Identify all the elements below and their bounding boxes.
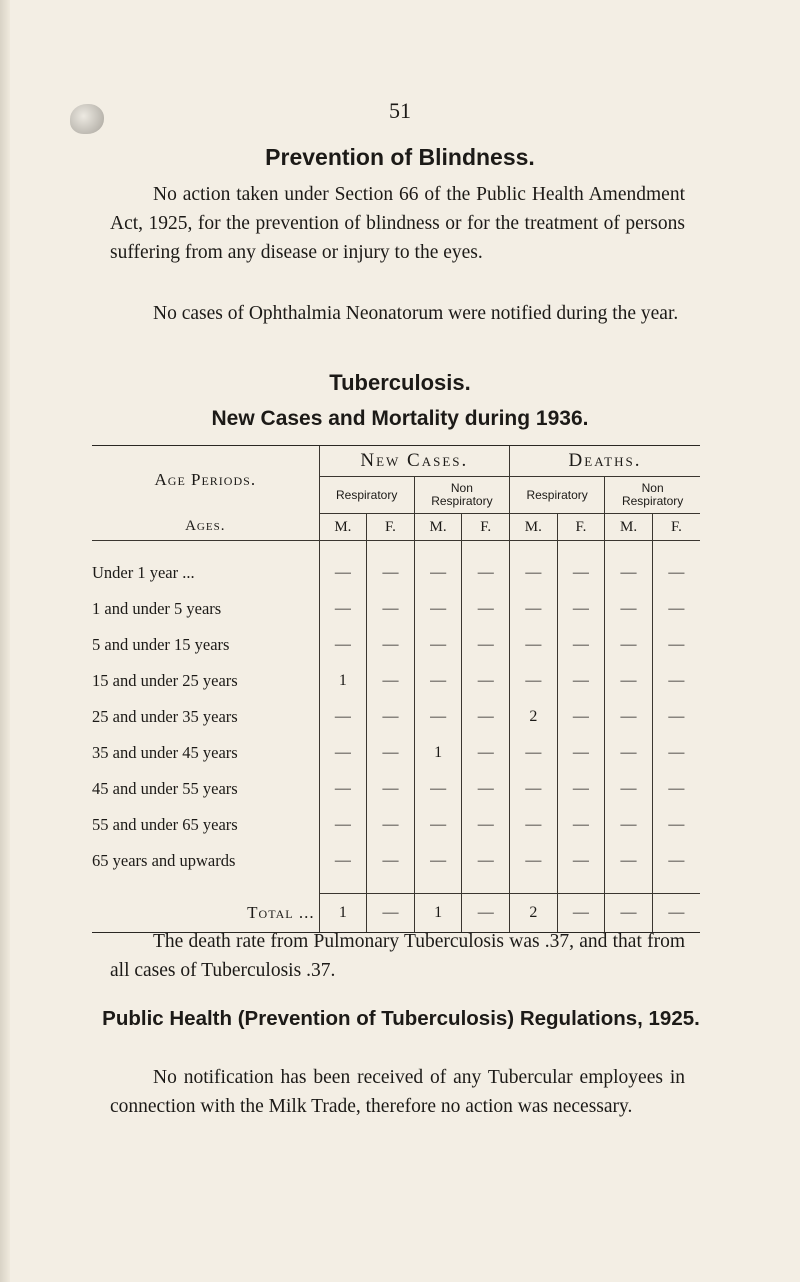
table-cell: — [557,894,605,933]
table-cell: — [462,555,510,591]
paragraph-milk-trade: No notification has been received of any Tubercular employees in connection with the Milk Trade, therefore no action was necessary. [110,1067,685,1117]
header-new-respiratory: Respiratory [319,477,414,514]
table-cell: — [557,627,605,663]
table-cell: — [652,627,700,663]
header-new-non-respiratory: Non Respiratory [414,477,509,514]
tuberculosis-table [92,445,700,933]
table-cell: — [414,663,462,699]
heading-regulations: Public Health (Prevention of Tuberculosis) Regulations, 1925. [102,1007,700,1030]
table-cell: — [652,894,700,933]
subheading-new-cases-mortality: New Cases and Mortality during 1936. [211,407,589,430]
table-row [92,735,700,771]
table-cell: — [319,627,367,663]
age-period-label: 15 and under 25 years [92,671,238,690]
table-row [92,771,700,807]
table-cell: — [510,807,558,843]
table-cell: — [319,735,367,771]
table-cell: — [367,735,415,771]
age-period-label: 45 and under 55 years [92,779,238,798]
table-cell: — [367,555,415,591]
table-cell: — [557,699,605,735]
age-period-label: 55 and under 65 years [92,815,238,834]
table-cell: — [462,591,510,627]
table-cell: — [510,555,558,591]
table-cell: — [414,555,462,591]
table-cell: 2 [510,894,558,933]
table-cell: — [319,555,367,591]
header-f: F. [367,514,415,541]
table-cell: — [414,807,462,843]
table-cell: — [510,843,558,879]
table-row [92,843,700,879]
table-cell: — [605,771,653,807]
table-cell: 1 [414,735,462,771]
table-cell: — [462,735,510,771]
table-row [92,807,700,843]
table-cell: 1 [319,663,367,699]
table-row [92,555,700,591]
header-deaths-respiratory: Respiratory [510,477,605,514]
table-cell: — [462,807,510,843]
table-row [92,627,700,663]
page-edge [0,0,10,1282]
table-cell: — [414,627,462,663]
table-cell: — [510,663,558,699]
table-cell: — [605,663,653,699]
table-cell: — [367,627,415,663]
header-f: F. [652,514,700,541]
table-cell: — [414,843,462,879]
header-deaths-non-respiratory: Non Respiratory [605,477,700,514]
table-cell: — [414,771,462,807]
table-cell: — [367,771,415,807]
table-cell: 1 [414,894,462,933]
table-cell: — [652,843,700,879]
age-period-label: 1 and under 5 years [92,599,222,618]
table-cell: — [557,735,605,771]
table-cell: — [510,627,558,663]
table-cell: — [652,807,700,843]
header-age-periods: Age Periods. [154,469,257,489]
table-cell: — [367,699,415,735]
header-new-cases: New Cases. [319,446,509,477]
table-cell: — [652,699,700,735]
table-cell: — [557,663,605,699]
table-cell: — [652,591,700,627]
table-cell: — [414,699,462,735]
table-cell: — [319,771,367,807]
table-cell: — [319,699,367,735]
table-cell: — [605,843,653,879]
age-period-label: 25 and under 35 years [92,707,238,726]
table-cell: — [367,843,415,879]
table-cell: — [319,807,367,843]
table-cell: — [510,591,558,627]
header-m: M. [510,514,558,541]
table-cell: — [605,555,653,591]
table-cell: — [462,699,510,735]
paragraph-death-rate: The death rate from Pulmonary Tuberculosis was .37, and that from all cases of Tuberculosis .37. [110,931,685,981]
table-cell: — [652,663,700,699]
table-cell: — [367,807,415,843]
header-f: F. [557,514,605,541]
table-cell: — [367,663,415,699]
table-cell: — [510,735,558,771]
header-f: F. [462,514,510,541]
header-m: M. [414,514,462,541]
table-cell: — [557,807,605,843]
table-cell: 2 [510,699,558,735]
table-cell: — [462,843,510,879]
table-cell: — [652,555,700,591]
age-period-label: Under 1 year ... [92,563,195,582]
header-deaths: Deaths. [510,446,700,477]
age-period-label: 65 years and upwards [92,851,236,870]
age-period-label: 5 and under 15 years [92,635,230,654]
header-m: M. [605,514,653,541]
table-cell: — [557,555,605,591]
table-cell: — [462,771,510,807]
total-label: Total ... [92,894,319,933]
heading-tuberculosis: Tuberculosis. [329,370,471,395]
table-cell: — [652,771,700,807]
table-cell: — [605,591,653,627]
heading-prevention-of-blindness: Prevention of Blindness. [265,144,535,170]
page-number: 51 [389,98,411,123]
age-period-label: 35 and under 45 years [92,743,238,762]
table-row [92,699,700,735]
table-cell: — [605,894,653,933]
table-cell: — [557,771,605,807]
table-cell: — [367,591,415,627]
table-cell: — [605,699,653,735]
table-row [92,663,700,699]
table-row [92,591,700,627]
paragraph-ophthalmia: No cases of Ophthalmia Neonatorum were notified during the year. [153,303,679,324]
table-cell: — [605,807,653,843]
table-cell: — [319,591,367,627]
table-cell: — [462,894,510,933]
table-cell: — [510,771,558,807]
header-ages: Ages. [92,514,319,541]
table-cell: — [319,843,367,879]
table-cell: — [367,894,415,933]
table-cell: — [462,627,510,663]
paragraph-blindness-action: No action taken under Section 66 of the Public Health Amendment Act, 1925, for the prevention of blindness or for the treatment of persons suffering from any disease or injury to the eyes. [110,184,685,263]
table-cell: — [557,843,605,879]
table-cell: — [557,591,605,627]
table-cell: — [414,591,462,627]
table-cell: — [605,627,653,663]
table-cell: — [652,735,700,771]
header-m: M. [319,514,367,541]
table-cell: — [605,735,653,771]
table-cell: 1 [319,894,367,933]
table-cell: — [462,663,510,699]
